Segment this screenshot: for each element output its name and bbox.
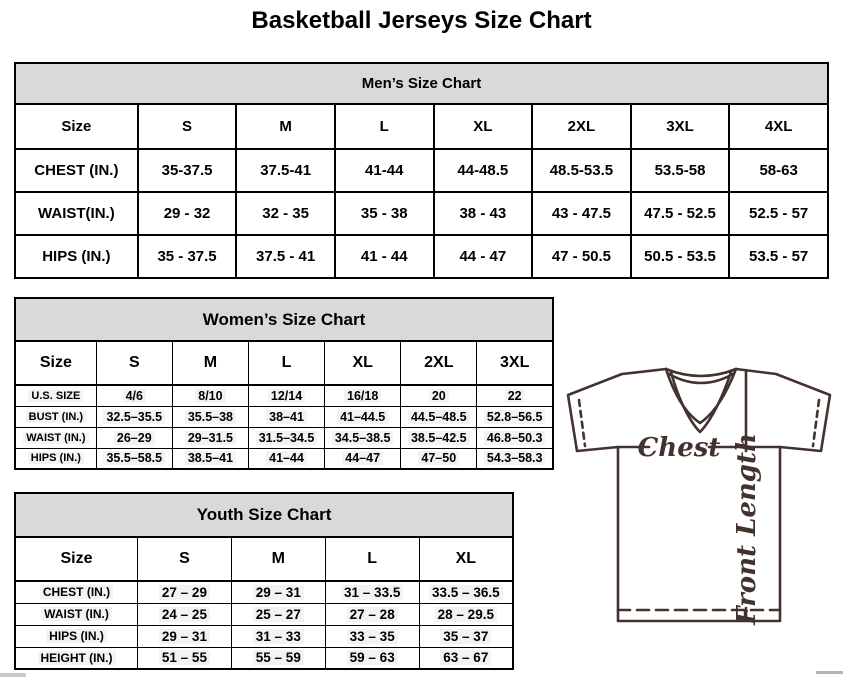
youth-column-header: S — [138, 537, 232, 581]
womens-size-chart — [14, 297, 554, 470]
mens-cell-value: 52.5 - 57 — [729, 192, 828, 235]
youth-cell-value: 27 – 29 — [138, 581, 232, 603]
womens-cell-value: 4/6 — [96, 385, 172, 406]
mens-cell-value: 44 - 47 — [434, 235, 533, 278]
womens-cell-value: 54.3–58.3 — [477, 448, 553, 469]
youth-cell-value: 55 – 59 — [231, 647, 325, 669]
womens-cell-value: 32.5–35.5 — [96, 406, 172, 427]
womens-row-label: BUST (IN.) — [15, 406, 96, 427]
youth-cell-value: 29 – 31 — [138, 625, 232, 647]
mens-cell-value: 29 - 32 — [138, 192, 237, 235]
youth-cell-value: 25 – 27 — [231, 603, 325, 625]
mens-table-row — [15, 192, 828, 235]
mens-cell-value: 38 - 43 — [434, 192, 533, 235]
womens-cell-value: 16/18 — [325, 385, 401, 406]
mens-column-header: 3XL — [631, 104, 730, 149]
mens-cell-value: 53.5 - 57 — [729, 235, 828, 278]
youth-row-label: HEIGHT (IN.) — [15, 647, 138, 669]
mens-size-table — [14, 62, 829, 279]
youth-table-row — [15, 603, 513, 625]
mens-table-row — [15, 149, 828, 192]
youth-cell-value: 59 – 63 — [325, 647, 419, 669]
youth-size-chart — [14, 492, 514, 668]
womens-column-header: Size — [15, 341, 96, 385]
womens-cell-value: 38–41 — [248, 406, 324, 427]
youth-row-label: CHEST (IN.) — [15, 581, 138, 603]
mens-cell-value: 50.5 - 53.5 — [631, 235, 730, 278]
mens-column-header: L — [335, 104, 434, 149]
mens-column-header: S — [138, 104, 237, 149]
horizontal-scrollbar-fragment-left[interactable] — [0, 673, 26, 677]
mens-column-header: 2XL — [532, 104, 631, 149]
mens-cell-value: 47 - 50.5 — [532, 235, 631, 278]
youth-cell-value: 51 – 55 — [138, 647, 232, 669]
womens-cell-value: 8/10 — [172, 385, 248, 406]
mens-column-header: XL — [434, 104, 533, 149]
womens-table-row — [15, 448, 553, 469]
womens-chart-header: Women’s Size Chart — [15, 298, 553, 341]
youth-cell-value: 63 – 67 — [419, 647, 513, 669]
youth-chart-header: Youth Size Chart — [15, 493, 513, 537]
youth-cell-value: 31 – 33.5 — [325, 581, 419, 603]
youth-cell-value: 29 – 31 — [231, 581, 325, 603]
mens-cell-value: 48.5-53.5 — [532, 149, 631, 192]
womens-cell-value: 44–47 — [325, 448, 401, 469]
womens-cell-value: 41–44 — [248, 448, 324, 469]
womens-cell-value: 41–44.5 — [325, 406, 401, 427]
horizontal-scrollbar-fragment-right[interactable] — [816, 671, 843, 674]
womens-column-header: M — [172, 341, 248, 385]
mens-cell-value: 53.5-58 — [631, 149, 730, 192]
youth-cell-value: 31 – 33 — [231, 625, 325, 647]
womens-cell-value: 38.5–41 — [172, 448, 248, 469]
collar-band — [666, 369, 736, 376]
mens-cell-value: 37.5-41 — [236, 149, 335, 192]
mens-size-chart — [14, 62, 829, 277]
womens-cell-value: 34.5–38.5 — [325, 427, 401, 448]
womens-cell-value: 26–29 — [96, 427, 172, 448]
womens-row-label: HIPS (IN.) — [15, 448, 96, 469]
womens-table-row — [15, 406, 553, 427]
front-length-label: Front Length — [732, 433, 762, 625]
youth-table-row — [15, 625, 513, 647]
mens-row-label: HIPS (IN.) — [15, 235, 138, 278]
womens-cell-value: 46.8–50.3 — [477, 427, 553, 448]
mens-cell-value: 44-48.5 — [434, 149, 533, 192]
youth-cell-value: 35 – 37 — [419, 625, 513, 647]
mens-cell-value: 41-44 — [335, 149, 434, 192]
mens-cell-value: 47.5 - 52.5 — [631, 192, 730, 235]
womens-column-header: 2XL — [401, 341, 477, 385]
mens-cell-value: 37.5 - 41 — [236, 235, 335, 278]
womens-column-header: L — [248, 341, 324, 385]
youth-row-label: HIPS (IN.) — [15, 625, 138, 647]
youth-table-row — [15, 581, 513, 603]
womens-cell-value: 31.5–34.5 — [248, 427, 324, 448]
mens-cell-value: 35 - 38 — [335, 192, 434, 235]
chest-label: Chest — [637, 433, 721, 463]
womens-cell-value: 22 — [477, 385, 553, 406]
left-cuff-dashed — [579, 400, 585, 446]
youth-column-header: Size — [15, 537, 138, 581]
youth-cell-value: 28 – 29.5 — [419, 603, 513, 625]
youth-column-header: L — [325, 537, 419, 581]
right-cuff-dashed — [813, 400, 819, 446]
womens-cell-value: 44.5–48.5 — [401, 406, 477, 427]
womens-row-label: WAIST (IN.) — [15, 427, 96, 448]
womens-cell-value: 12/14 — [248, 385, 324, 406]
womens-column-header: S — [96, 341, 172, 385]
womens-table-row — [15, 385, 553, 406]
mens-cell-value: 35-37.5 — [138, 149, 237, 192]
womens-cell-value: 47–50 — [401, 448, 477, 469]
womens-cell-value: 35.5–58.5 — [96, 448, 172, 469]
mens-cell-value: 41 - 44 — [335, 235, 434, 278]
youth-row-label: WAIST (IN.) — [15, 603, 138, 625]
youth-table-row — [15, 647, 513, 669]
mens-cell-value: 43 - 47.5 — [532, 192, 631, 235]
womens-row-label: U.S. SIZE — [15, 385, 96, 406]
mens-cell-value: 32 - 35 — [236, 192, 335, 235]
womens-cell-value: 52.8–56.5 — [477, 406, 553, 427]
womens-cell-value: 38.5–42.5 — [401, 427, 477, 448]
womens-column-header: 3XL — [477, 341, 553, 385]
womens-table-row — [15, 427, 553, 448]
womens-column-header: XL — [325, 341, 401, 385]
mens-column-header: Size — [15, 104, 138, 149]
mens-table-row — [15, 235, 828, 278]
womens-cell-value: 20 — [401, 385, 477, 406]
mens-cell-value: 58-63 — [729, 149, 828, 192]
youth-cell-value: 24 – 25 — [138, 603, 232, 625]
womens-cell-value: 29–31.5 — [172, 427, 248, 448]
womens-cell-value: 35.5–38 — [172, 406, 248, 427]
jersey-outline — [568, 369, 830, 621]
youth-size-table — [14, 492, 514, 670]
youth-cell-value: 33 – 35 — [325, 625, 419, 647]
youth-cell-value: 27 – 28 — [325, 603, 419, 625]
mens-column-header: 4XL — [729, 104, 828, 149]
jersey-measurement-diagram — [556, 358, 843, 679]
mens-chart-header: Men’s Size Chart — [15, 63, 828, 104]
mens-cell-value: 35 - 37.5 — [138, 235, 237, 278]
mens-column-header: M — [236, 104, 335, 149]
mens-row-label: WAIST(IN.) — [15, 192, 138, 235]
mens-row-label: CHEST (IN.) — [15, 149, 138, 192]
youth-column-header: XL — [419, 537, 513, 581]
youth-cell-value: 33.5 – 36.5 — [419, 581, 513, 603]
youth-column-header: M — [231, 537, 325, 581]
page-title: Basketball Jerseys Size Chart — [251, 7, 592, 34]
womens-size-table — [14, 297, 554, 470]
